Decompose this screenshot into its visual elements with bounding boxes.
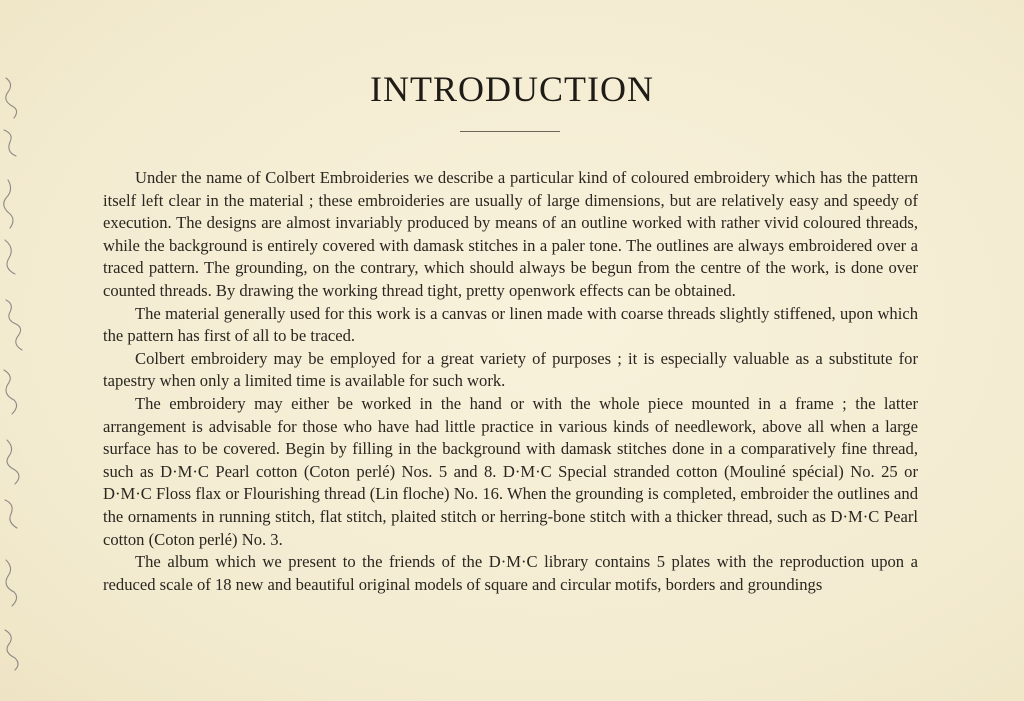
paragraph: The embroidery may either be worked in the hand or with the whole piece mounted in a frame ; the latter arrangement is advisable for those who have had little practice in various kinds of needlework, above all when a large surface has to be covered. Begin by filling in the background with damask stitches done in a comparatively fine thread, such as D·M·C Pearl cotton (Coton perlé) Nos. 5 and 8. D·M·C Special stranded cotton (Mouliné spécial) No. 25 or D·M·C Floss flax or Flourishing thread (Lin floche) No. 16. When the grounding is completed, embroider the outlines and the ornaments in running stitch, flat stitch, plaited stitch or herring-bone stitch with a thicker thread, such as D·M·C Pearl cotton (Coton perlé) No. 3. [103,393,918,549]
title-divider [460,131,560,132]
handwritten-margin-note [0,60,26,690]
paragraph: The album which we present to the friends of the D·M·C library contains 5 plates with the reproduction upon a reduced scale of 18 new and beautiful original models of square and circular motifs, borders and groundings [103,552,918,594]
paragraph: Colbert embroidery may be employed for a great variety of purposes ; it is especially valuable as a substitute for tapestry when only a limited time is available for such work. [103,348,918,391]
page-title: INTRODUCTION [370,69,654,109]
paragraph: The material generally used for this work is a canvas or linen made with coarse threads slightly stiffened, upon which the pattern has first of all to be traced. [103,303,918,346]
paragraph: Under the name of Colbert Embroideries we describe a particular kind of coloured embroidery which has the pattern itself left clear in the material ; these embroideries are usually of large dimensions, but are relatively easy and speedy of execution. The designs are almost invariably produced by means of an outline worked with rather vivid coloured threads, while the background is entirely covered with damask stitches in a paler tone. The outlines are always embroidered over a traced pattern. The grounding, on the contrary, which should always be begun from the centre of the work, is done over counted threads. By drawing the working thread tight, pretty openwork effects can be obtained. [103,168,918,300]
body-text [103,167,918,596]
